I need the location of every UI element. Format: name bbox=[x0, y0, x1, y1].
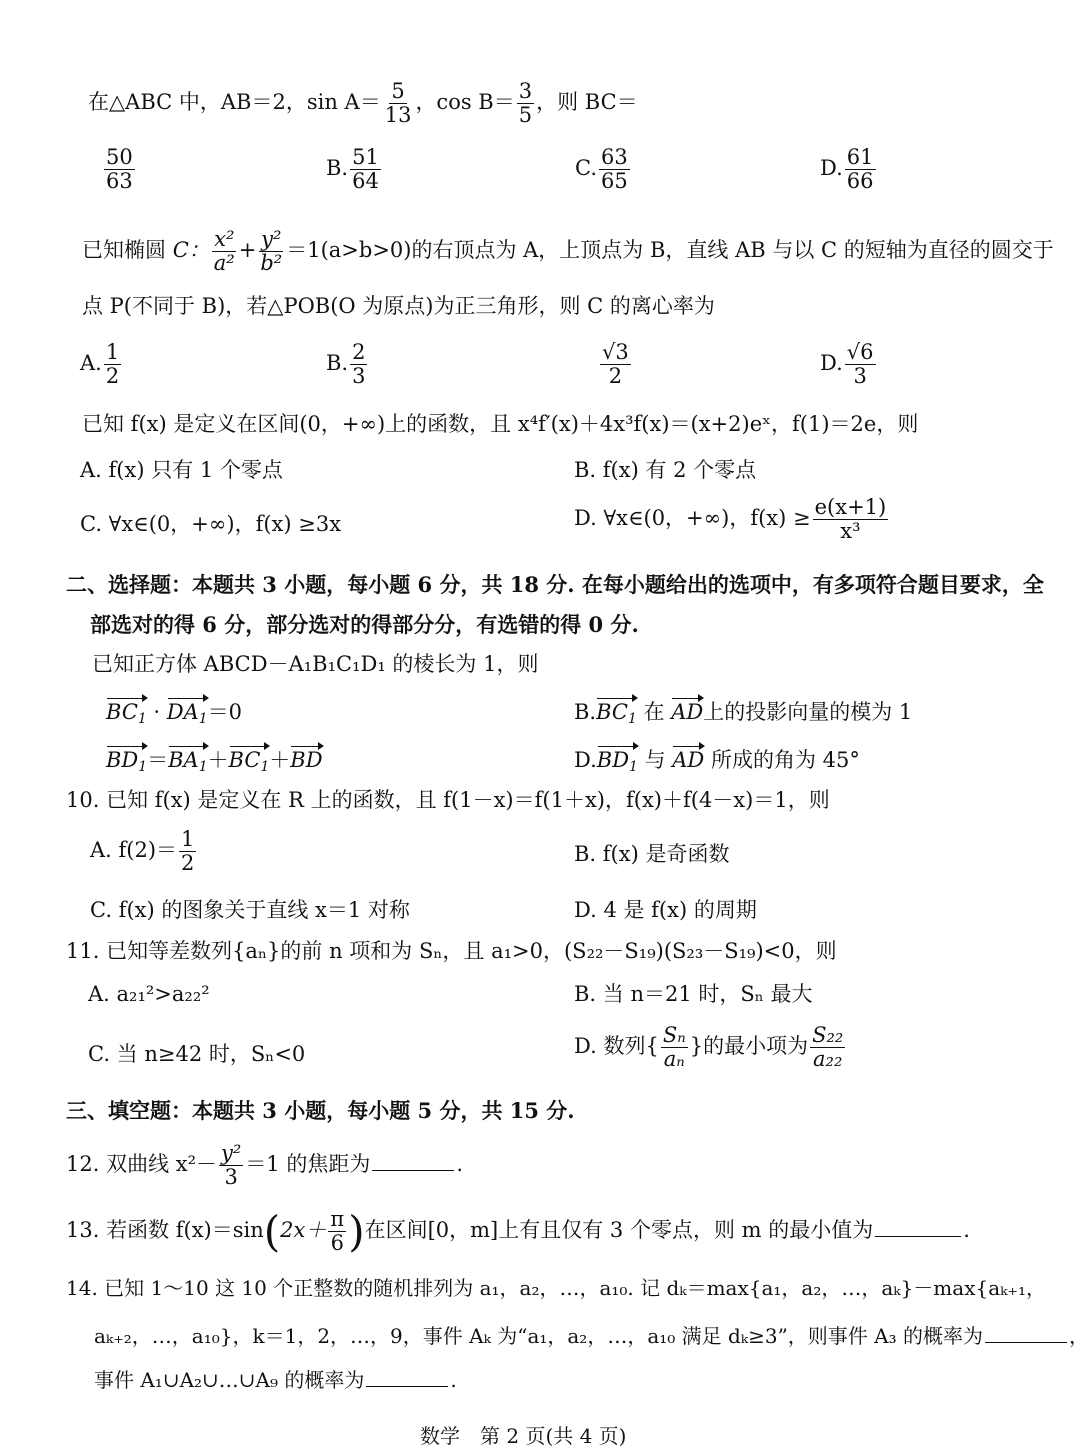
option-den: 66 bbox=[846, 169, 874, 194]
option-den: 3 bbox=[352, 364, 366, 389]
option-num: √3 bbox=[602, 340, 629, 364]
q13-post: 在区间[0，m]上有且仅有 3 个零点，则 m 的最小值为 bbox=[364, 1218, 874, 1243]
q12-end: . bbox=[456, 1152, 464, 1177]
q13-pre: 13. 若函数 f(x)＝sin bbox=[66, 1218, 264, 1243]
q6-option-b bbox=[326, 341, 369, 388]
q12-post: ＝1 的焦距为 bbox=[245, 1152, 371, 1177]
q14-answer-blank-2[interactable] bbox=[366, 1366, 448, 1387]
q11-option-d-pre: D. 数列{ bbox=[574, 1034, 659, 1059]
q11-option-b: B. 当 n＝21 时，Sₙ 最大 bbox=[574, 982, 813, 1006]
q7-option-d-pre: D. ∀x∈(0，+∞)，f(x) ≥ bbox=[574, 506, 811, 531]
q10-stem: 10. 已知 f(x) 是定义在 R 上的函数，且 f(1－x)＝f(1＋x)，f(x)＋f(4－x)＝1，则 bbox=[66, 788, 830, 812]
option-num: 2 bbox=[352, 340, 366, 364]
q5-option-a bbox=[102, 146, 137, 193]
q13-answer-blank[interactable] bbox=[875, 1215, 961, 1237]
q11-option-d-den2: a₂₂ bbox=[813, 1047, 843, 1072]
q6-line1-a: 已知椭圆 bbox=[82, 238, 166, 263]
option-num: 63 bbox=[601, 145, 628, 169]
q14-line3-end: . bbox=[450, 1368, 457, 1392]
q10-option-d: D. 4 是 f(x) 的周期 bbox=[574, 898, 757, 922]
q5-sinA-num: 5 bbox=[391, 79, 405, 103]
q10-option-a-num: 1 bbox=[181, 827, 195, 851]
q9-option-a-rest: ＝0 bbox=[207, 700, 242, 724]
q11-option-d-den1: aₙ bbox=[663, 1047, 685, 1072]
q9-option-b-mid: 在 bbox=[643, 700, 665, 724]
q13-end: . bbox=[963, 1218, 970, 1243]
option-den: 2 bbox=[608, 364, 623, 389]
option-num: 61 bbox=[846, 145, 874, 169]
q14-stem-line3 bbox=[94, 1366, 457, 1392]
q9-stem: 已知正方体 ABCD－A₁B₁C₁D₁ 的棱长为 1，则 bbox=[92, 652, 539, 676]
q14-line2-pre: aₖ₊₂，…，a₁₀}，k＝1，2，…，9，事件 Aₖ 为“a₁，a₂，…，a₁₀ 满足 dₖ≥3”，则事件 A₃ 的概率为 bbox=[94, 1324, 983, 1348]
q9-option-b-rest: 上的投影向量的模为 1 bbox=[703, 700, 913, 724]
option-num: √6 bbox=[846, 340, 874, 364]
q9-option-b-label: B. bbox=[574, 700, 597, 724]
q5-cosB-den: 5 bbox=[518, 103, 533, 128]
option-label: D. bbox=[820, 351, 843, 376]
q11-option-d-num2: S₂₂ bbox=[812, 1023, 844, 1047]
q9-option-d-mid: 与 bbox=[644, 748, 666, 772]
q9-option-b: $B.BC_1$ 在 AD上的投影向量的模为 1 bbox=[574, 696, 912, 728]
q12-den: 3 bbox=[224, 1165, 238, 1190]
q9-option-a: $BC_1 \cdot DA_1=0$ bbox=[106, 696, 242, 728]
q7-option-d bbox=[574, 496, 890, 543]
option-den: 2 bbox=[105, 364, 120, 389]
q7-option-d-den: x³ bbox=[840, 519, 861, 544]
q9-option-c: $BD_1=BA_1+BC_1+BD$ bbox=[106, 744, 323, 776]
q5-stem-text-b: ，cos B＝ bbox=[415, 90, 515, 115]
q10-option-a-pre: A. f(2)＝ bbox=[90, 838, 178, 863]
q13-num: π bbox=[330, 1207, 345, 1231]
section-2-heading-line1: 二、选择题：本题共 3 小题，每小题 6 分，共 18 分. 在每小题给出的选项中，有多项符合题目要求，全 bbox=[66, 572, 1044, 597]
q14-stem-line1: 14. 已知 1～10 这 10 个正整数的随机排列为 a₁，a₂，…，a₁₀. 记 dₖ＝max{a₁，a₂，…，aₖ}－max{aₖ₊₁， bbox=[66, 1276, 1046, 1300]
q12-pre: 12. 双曲线 x²－ bbox=[66, 1152, 218, 1177]
q10-option-a-den: 2 bbox=[181, 851, 195, 876]
q11-option-c: C. 当 n≥42 时，Sₙ<0 bbox=[88, 1042, 306, 1066]
option-label: B. bbox=[326, 351, 349, 376]
q9-option-d-label: D. bbox=[574, 748, 597, 772]
option-den: 3 bbox=[853, 364, 867, 389]
q9-option-d-rest: 所成的角为 45° bbox=[710, 748, 860, 772]
option-label: B. bbox=[326, 156, 349, 181]
q6-option-d bbox=[820, 341, 878, 388]
option-label: A. bbox=[80, 351, 102, 376]
q11-option-d bbox=[574, 1024, 847, 1071]
q6-ellipse-eq: C： $\frac{\text{x²}}{\text{a²}}$ + $\frac{\text{y²}}{\text{b²}}$ bbox=[172, 227, 283, 276]
q10-option-c: C. f(x) 的图象关于直线 x＝1 对称 bbox=[90, 898, 410, 922]
q5-stem-text-a: 在△ABC 中，AB＝2，sin A＝ bbox=[88, 90, 381, 115]
q11-option-d-mid: }的最小项为 bbox=[689, 1034, 809, 1059]
q7-option-d-num: e(x+1) bbox=[814, 495, 887, 519]
option-num: 50 bbox=[106, 145, 133, 169]
q5-option-c bbox=[575, 146, 632, 193]
q5-stem-text-c: ，则 BC＝ bbox=[536, 90, 638, 115]
q12-stem bbox=[66, 1142, 463, 1189]
q5-sinA-fraction bbox=[383, 80, 414, 127]
q12-answer-blank[interactable] bbox=[372, 1149, 454, 1171]
section-3-heading: 三、填空题：本题共 3 小题，每小题 5 分，共 15 分. bbox=[66, 1098, 575, 1123]
q14-answer-blank-1[interactable] bbox=[985, 1322, 1067, 1343]
q5-stem bbox=[88, 80, 638, 127]
option-label: C. bbox=[575, 156, 597, 181]
page-footer: 数学 第 2 页(共 4 页) bbox=[420, 1424, 627, 1448]
q5-sinA-den: 13 bbox=[384, 103, 412, 128]
q6-stem-line2: 点 P(不同于 B)，若△POB(O 为原点)为正三角形，则 C 的离心率为 bbox=[82, 294, 715, 318]
q11-option-a: A. a₂₁²>a₂₂² bbox=[88, 982, 210, 1006]
q9-option-d: $D.BD_1$ 与 AD 所成的角为 45° bbox=[574, 744, 860, 776]
option-den: 65 bbox=[601, 169, 628, 194]
q14-line2-end: ， bbox=[1068, 1324, 1089, 1348]
q6-option-a bbox=[80, 341, 123, 388]
q7-stem: 已知 f(x) 是定义在区间(0，+∞)上的函数，且 x⁴f′(x)＋4x³f(x)＝(x+2)eˣ，f(1)＝2e，则 bbox=[82, 412, 919, 436]
q7-option-a: A. f(x) 只有 1 个零点 bbox=[80, 458, 283, 482]
q14-stem-line2 bbox=[94, 1322, 1089, 1348]
q11-stem: 11. 已知等差数列{aₙ}的前 n 项和为 Sₙ，且 a₁>0，(S₂₂－S₁₉)(S₂₃－S₁₉)<0，则 bbox=[66, 939, 837, 963]
q7-option-c: C. ∀x∈(0，+∞)，f(x) ≥3x bbox=[80, 512, 342, 536]
q6-stem-line1 bbox=[82, 228, 1054, 275]
section-2-heading-line2: 部选对的得 6 分，部分选对的得部分分，有选错的得 0 分. bbox=[90, 612, 639, 637]
q5-option-d bbox=[820, 146, 878, 193]
option-den: 64 bbox=[352, 169, 379, 194]
option-label: D. bbox=[820, 156, 843, 181]
option-num: 51 bbox=[352, 145, 379, 169]
q10-option-b: B. f(x) 是奇函数 bbox=[574, 842, 730, 866]
q11-option-d-num1: Sₙ bbox=[662, 1023, 686, 1047]
q14-line3-pre: 事件 A₁∪A₂∪…∪A₉ 的概率为 bbox=[94, 1368, 365, 1392]
q13-inner-pre: 2x＋ bbox=[280, 1218, 327, 1243]
q6-option-c bbox=[598, 341, 633, 388]
q12-num: y² bbox=[221, 1141, 242, 1165]
q5-cosB-fraction bbox=[517, 80, 534, 127]
option-den: 63 bbox=[106, 169, 133, 194]
q5-option-b bbox=[326, 146, 383, 193]
q10-option-a bbox=[90, 828, 198, 875]
q6-line1-b: ＝1(a>b>0)的右顶点为 A，上顶点为 B，直线 AB 与以 C 的短轴为直径的圆交于 bbox=[286, 238, 1054, 263]
q5-cosB-num: 3 bbox=[518, 79, 533, 103]
q13-stem: 13. 若函数 f(x)＝sin(2x＋ $\frac{\pi}{6}$ )在区间[0，m]上有且仅有 3 个零点，则 m 的最小值为 . bbox=[66, 1206, 970, 1256]
q7-option-b: B. f(x) 有 2 个零点 bbox=[574, 458, 757, 482]
option-num: 1 bbox=[105, 340, 120, 364]
q13-den: 6 bbox=[330, 1231, 344, 1256]
